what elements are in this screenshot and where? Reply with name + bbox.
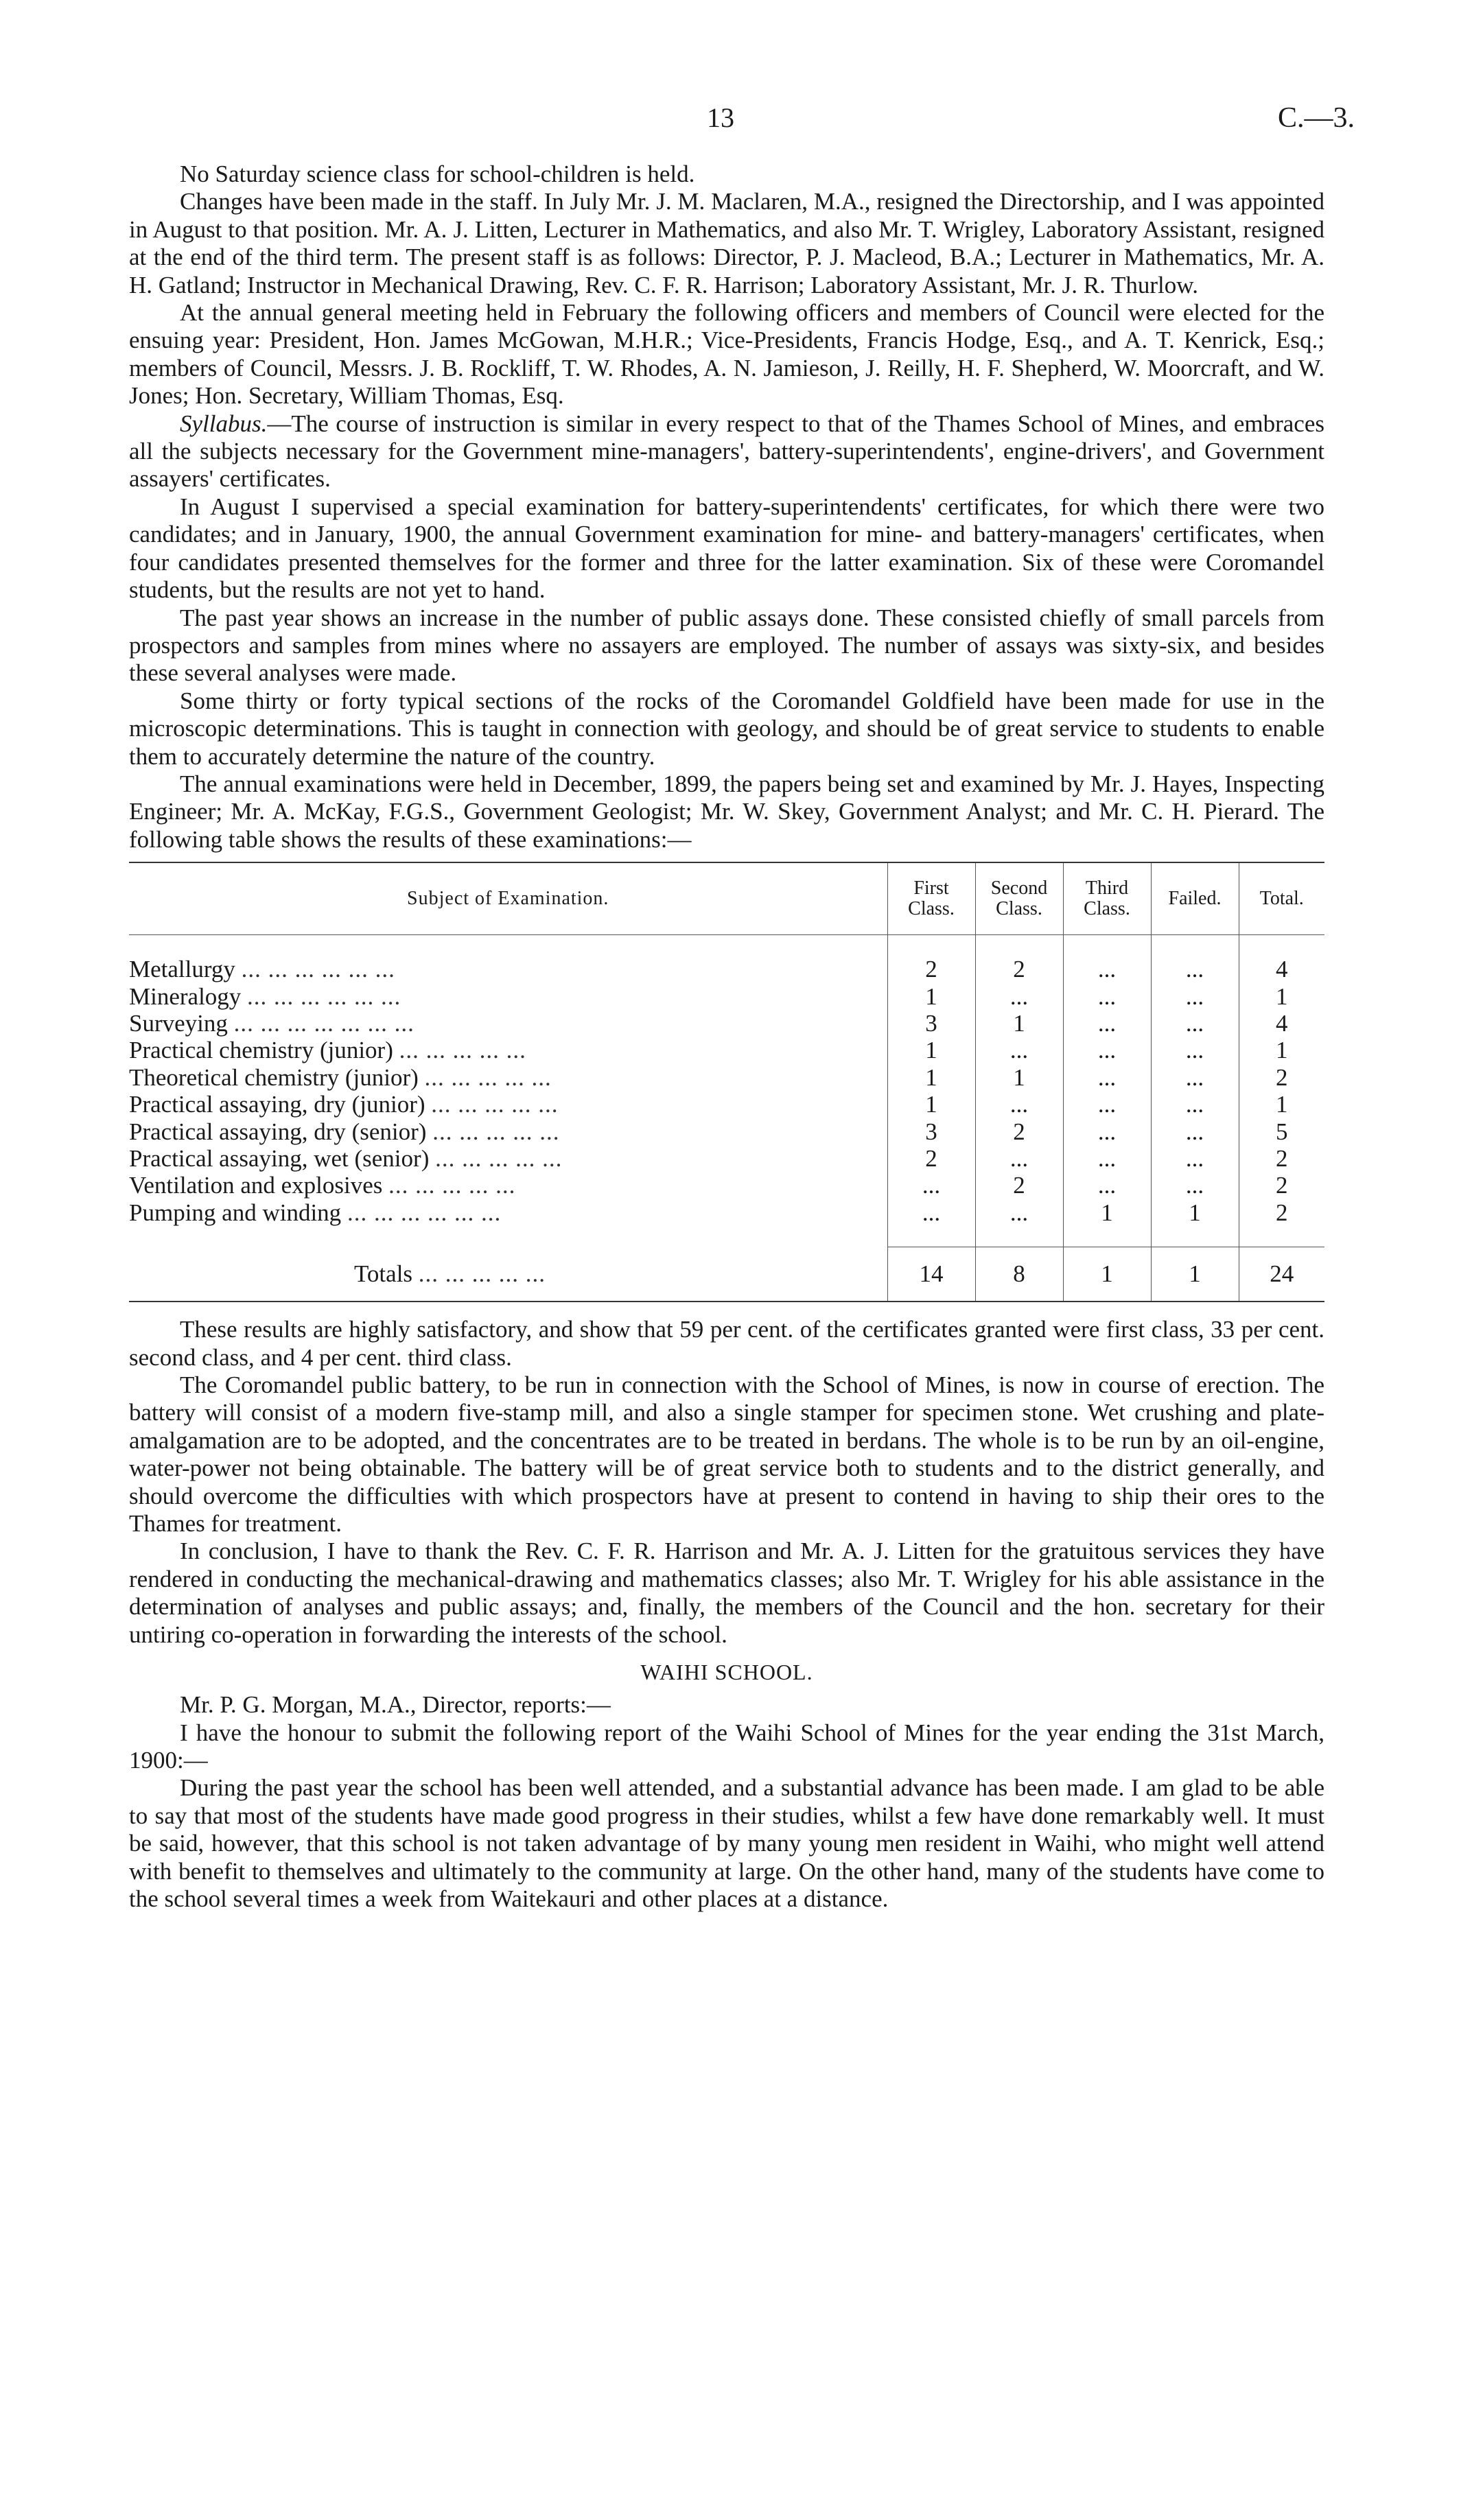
paragraph-staff-changes: Changes have been made in the staff. In July Mr. J. M. Maclaren, M.A., resigned the Directorship, and I was appointed in August to that position. Mr. A. J. Litten, Lecturer in Mathematics, and also Mr. T. Wrigley, Laboratory Assistant, resigned at the end of the third term. The present staff is as follows: Director, P. J. Macleod, B.A.; Lecturer in Mathematics, Mr. A. H. Gatland; Instructor in Mechanical Drawing, Rev. C. F. R. Harrison; Laboratory Assistant, Mr. J. R. Thurlow. <box>129 188 1324 298</box>
paragraph-rock-sections: Some thirty or forty typical sections of the rocks of the Coromandel Goldfield have been made for use in the microscopic determinations. This is taught in connection with geology, and should be of great service to students to enable them to accurately determine the nature of the country. <box>129 687 1324 770</box>
cell-total: 1 <box>1239 1091 1324 1118</box>
cell-failed: ... <box>1151 983 1239 1010</box>
row-leader: ... ... ... ... ... <box>431 1091 559 1118</box>
cell-total: 2 <box>1239 1172 1324 1199</box>
cell-failed: 1 <box>1151 1199 1239 1247</box>
row-leader: ... ... ... ... ... <box>399 1037 526 1064</box>
cell-first: ... <box>887 1172 975 1199</box>
cell-failed: ... <box>1151 1064 1239 1091</box>
document-reference: C.—3. <box>1278 102 1355 134</box>
cell-first: 1 <box>887 1064 975 1091</box>
cell-failed: ... <box>1151 1091 1239 1118</box>
paragraph-saturday-class: No Saturday science class for school-children is held. <box>180 161 695 187</box>
table-row <box>129 1091 1324 1118</box>
cell-third: ... <box>1063 1010 1151 1037</box>
table-bottom-rule <box>129 1301 1324 1302</box>
cell-failed: ... <box>1151 1145 1239 1172</box>
table-row <box>129 1199 1324 1247</box>
table-row <box>129 1010 1324 1037</box>
paragraph-results-summary: These results are highly satisfactory, and show that 59 per cent. of the certificates granted were first class, 33 per cent. second class, and 4 per cent. third class. <box>129 1316 1324 1371</box>
cell-total: 2 <box>1239 1199 1324 1247</box>
header-total: Total. <box>1239 863 1324 934</box>
row-subject: Metallurgy <box>129 956 235 983</box>
cell-total: 4 <box>1239 1010 1324 1037</box>
row-subject: Theoretical chemistry (junior) <box>129 1063 419 1091</box>
cell-third: ... <box>1063 1118 1151 1145</box>
table-row <box>129 983 1324 1010</box>
paragraph-syllabus <box>129 410 1324 493</box>
cell-third: ... <box>1063 1064 1151 1091</box>
table-row <box>129 1172 1324 1199</box>
header-second-class: Second Class. <box>975 863 1063 934</box>
header-failed: Failed. <box>1151 863 1239 934</box>
paragraph-waihi-attendance: During the past year the school has been well attended, and a substantial advance has been made. I am glad to be able to say that most of the students have made good progress in their studies, whilst a few have done remarkably well. It must be said, however, that this school is not taken advantage of by many young men resident in Waihi, who might well attend with benefit to themselves and ultimately to the community at large. On the other hand, many of the students have come to the school several times a week from Waitekauri and other places at a distance. <box>129 1774 1324 1912</box>
table-row <box>129 935 1324 982</box>
cell-second: ... <box>975 983 1063 1010</box>
row-leader: ... ... ... ... ... <box>424 1063 552 1091</box>
cell-third: ... <box>1063 983 1151 1010</box>
cell-failed: ... <box>1151 1118 1239 1145</box>
cell-third: 1 <box>1063 1199 1151 1247</box>
table-row <box>129 1118 1324 1145</box>
table-row <box>129 1145 1324 1172</box>
cell-failed: ... <box>1151 935 1239 982</box>
cell-second: ... <box>975 1091 1063 1118</box>
cell-third: ... <box>1063 935 1151 982</box>
table-header-row <box>129 863 1324 934</box>
row-leader: ... ... ... ... ... <box>435 1145 563 1172</box>
cell-first: 1 <box>887 1037 975 1063</box>
page-header <box>0 102 1483 143</box>
cell-total: 2 <box>1239 1145 1324 1172</box>
paragraph-public-assays: The past year shows an increase in the number of public assays done. These consisted chiefly of small parcels from prospectors and samples from mines where no assayers are employed. The number of assays was sixty-six, and besides these several analyses were made. <box>129 604 1324 687</box>
row-subject: Practical assaying, dry (senior) <box>129 1118 427 1145</box>
cell-failed: ... <box>1151 1010 1239 1037</box>
row-subject: Practical chemistry (junior) <box>129 1037 393 1064</box>
cell-failed: ... <box>1151 1037 1239 1063</box>
cell-second: ... <box>975 1145 1063 1172</box>
row-subject: Ventilation and explosives <box>129 1172 383 1199</box>
paragraph-annual-examinations: The annual examinations were held in December, 1899, the papers being set and examined by Mr. J. Hayes, Inspecting Engineer; Mr. A. McKay, F.G.S., Government Geologist; Mr. W. Skey, Government Analyst; and Mr. C. H. Pierard. The following table shows the results of these examinations:— <box>129 770 1324 853</box>
cell-total: 1 <box>1239 1037 1324 1063</box>
cell-third: ... <box>1063 1037 1151 1063</box>
totals-row <box>129 1247 1324 1302</box>
header-third-class: Third Class. <box>1063 863 1151 934</box>
row-subject: Surveying <box>129 1009 228 1037</box>
page-number: 13 <box>707 102 734 133</box>
cell-first: 3 <box>887 1010 975 1037</box>
header-first-class: First Class. <box>887 863 975 934</box>
paragraph-waihi-director: Mr. P. G. Morgan, M.A., Director, reports:— <box>180 1691 611 1719</box>
cell-second: ... <box>975 1199 1063 1247</box>
cell-second: 2 <box>975 1118 1063 1145</box>
row-leader: ... ... ... ... ... ... <box>347 1199 502 1227</box>
row-subject: Pumping and winding <box>129 1199 342 1227</box>
syllabus-text: —The course of instruction is similar in every respect to that of the Thames School of Mines, and embraces all the subjects necessary for the Government mine-managers', battery-superintendents', engine-drivers', and Government assayers' certificates. <box>129 410 1324 493</box>
row-leader: ... ... ... ... ... ... <box>247 982 401 1010</box>
cell-first: ... <box>887 1199 975 1247</box>
header-subject: Subject of Examination. <box>407 888 609 910</box>
cell-first: 3 <box>887 1118 975 1145</box>
cell-third: ... <box>1063 1145 1151 1172</box>
paragraph-special-examination: In August I supervised a special examination for battery-superintendents' certificates, for which there were two candidates; and in January, 1900, the annual Government examination for mine- and battery-managers' certificates, when four candidates presented themselves for the former and three for the latter examination. Six of these were Coromandel students, but the results are not yet to hand. <box>129 493 1324 604</box>
row-leader: ... ... ... ... ... <box>432 1118 560 1145</box>
totals-label: Totals <box>354 1260 413 1287</box>
total-total: 24 <box>1239 1247 1324 1302</box>
table-row <box>129 1064 1324 1091</box>
cell-first: 1 <box>887 983 975 1010</box>
cell-third: ... <box>1063 1091 1151 1118</box>
examination-results-table <box>129 862 1324 1302</box>
cell-total: 5 <box>1239 1118 1324 1145</box>
totals-leader: ... ... ... ... ... <box>418 1260 546 1287</box>
paragraph-conclusion: In conclusion, I have to thank the Rev. C. F. R. Harrison and Mr. A. J. Litten for the gratuitous services they have rendered in conducting the mechanical-drawing and mathematics classes; also Mr. T. Wrigley for his able assistance in the determination of analyses and public assays; and, finally, the members of the Council and the hon. secretary for their untiring co-operation in forwarding the interests of the school. <box>129 1538 1324 1648</box>
waihi-school-heading: WAIHI SCHOOL. <box>640 1660 813 1685</box>
total-failed: 1 <box>1151 1247 1239 1302</box>
cell-third: ... <box>1063 1172 1151 1199</box>
paragraph-public-battery: The Coromandel public battery, to be run in connection with the School of Mines, is now in course of erection. The battery will consist of a modern five-stamp mill, and also a single stamper for specimen stone. Wet crushing and plate-amalgamation are to be adopted, and the concentrates are to be treated in berdans. The whole is to be run by an oil-engine, water-power not being obtainable. The battery will be of great service both to students and to the district generally, and should overcome the difficulties with which prospectors have at present to contend in having to ship their ores to the Thames for treatment. <box>129 1371 1324 1538</box>
cell-total: 2 <box>1239 1064 1324 1091</box>
paragraph-council-election: At the annual general meeting held in February the following officers and members of Council were elected for the ensuing year: President, Hon. James McGowan, M.H.R.; Vice-Presidents, Francis Hodge, Esq., and A. T. Kenrick, Esq.; members of Council, Messrs. J. B. Rockliff, T. W. Rhodes, A. N. Jamieson, J. Reilly, H. F. Shepherd, W. Moorcraft, and W. Jones; Hon. Secretary, William Thomas, Esq. <box>129 299 1324 410</box>
cell-second: 2 <box>975 1172 1063 1199</box>
cell-total: 4 <box>1239 935 1324 982</box>
report-body <box>129 161 1324 1913</box>
row-subject: Practical assaying, wet (senior) <box>129 1145 430 1172</box>
row-leader: ... ... ... ... ... ... <box>241 956 395 983</box>
row-subject: Mineralogy <box>129 982 242 1010</box>
table-row <box>129 1037 1324 1063</box>
cell-second: 2 <box>975 935 1063 982</box>
cell-first: 2 <box>887 935 975 982</box>
cell-second: ... <box>975 1037 1063 1063</box>
cell-failed: ... <box>1151 1172 1239 1199</box>
row-leader: ... ... ... ... ... <box>388 1172 516 1199</box>
cell-second: 1 <box>975 1010 1063 1037</box>
cell-first: 1 <box>887 1091 975 1118</box>
total-second: 8 <box>975 1247 1063 1302</box>
paragraph-waihi-report-intro: I have the honour to submit the following report of the Waihi School of Mines for the year ending the 31st March, 1900:— <box>129 1719 1324 1774</box>
cell-total: 1 <box>1239 983 1324 1010</box>
total-third: 1 <box>1063 1247 1151 1302</box>
row-subject: Practical assaying, dry (junior) <box>129 1091 425 1118</box>
total-first: 14 <box>887 1247 975 1302</box>
cell-first: 2 <box>887 1145 975 1172</box>
cell-second: 1 <box>975 1064 1063 1091</box>
syllabus-lead: Syllabus. <box>180 410 268 437</box>
row-leader: ... ... ... ... ... ... ... <box>233 1009 414 1037</box>
